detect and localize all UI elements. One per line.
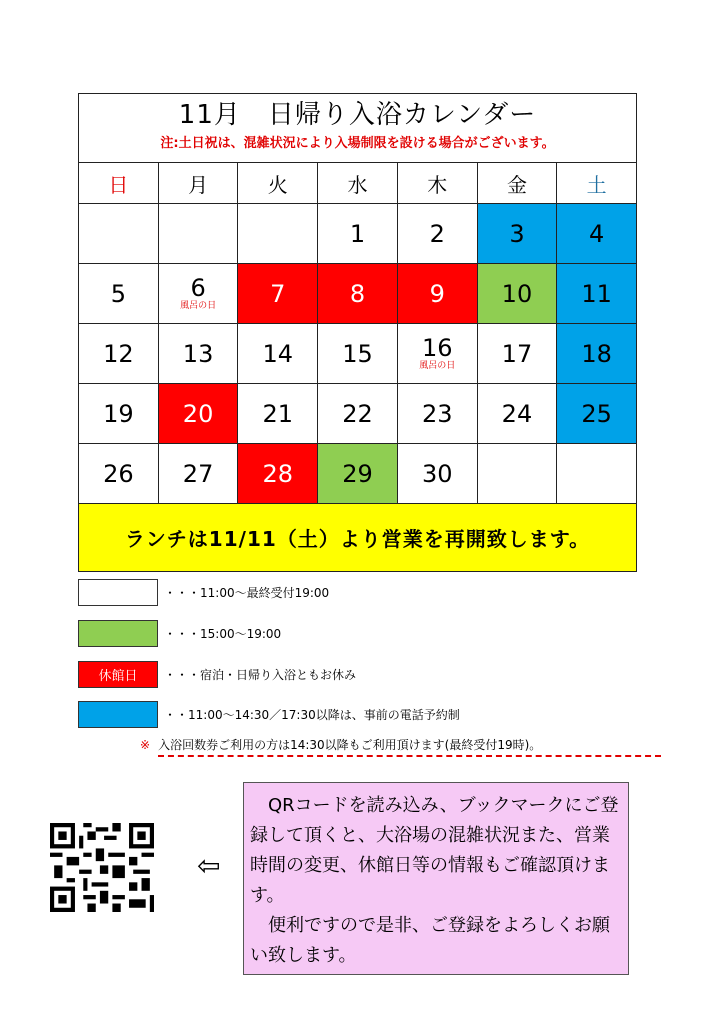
day-number: 13 bbox=[182, 339, 214, 368]
legend-swatch-white bbox=[78, 579, 158, 606]
calendar bbox=[78, 93, 637, 572]
legend-item-closed bbox=[78, 661, 678, 688]
day-cell-30 bbox=[398, 444, 478, 503]
day-cell-19 bbox=[79, 384, 159, 443]
day-cell-6 bbox=[159, 264, 239, 323]
empty-day-cell bbox=[238, 204, 318, 263]
day-cell-5 bbox=[79, 264, 159, 323]
day-cell-18 bbox=[557, 324, 636, 383]
legend-item-short-hours bbox=[78, 620, 678, 647]
ticket-footnote bbox=[140, 736, 541, 753]
day-cell-15 bbox=[318, 324, 398, 383]
day-cell-14 bbox=[238, 324, 318, 383]
weekday-thursday: 木 bbox=[398, 163, 478, 203]
weekday-sunday: 日 bbox=[79, 163, 159, 203]
day-number: 22 bbox=[342, 399, 373, 428]
day-number: 6 bbox=[190, 274, 206, 302]
week-row bbox=[79, 204, 636, 264]
day-cell-27 bbox=[159, 444, 239, 503]
day-cell-16 bbox=[398, 324, 478, 383]
lunch-banner: ランチは11/11（土）より営業を再開致します。 bbox=[79, 504, 636, 571]
day-cell-28 bbox=[238, 444, 318, 503]
day-cell-21 bbox=[238, 384, 318, 443]
footnote-mark: ※ bbox=[140, 738, 151, 752]
empty-day-cell bbox=[159, 204, 239, 263]
day-number: 18 bbox=[581, 339, 612, 368]
weekday-wednesday: 水 bbox=[318, 163, 398, 203]
day-cell-24 bbox=[478, 384, 558, 443]
day-number: 5 bbox=[110, 279, 126, 308]
day-cell-3 bbox=[478, 204, 558, 263]
weekday-header-row bbox=[79, 163, 636, 204]
day-number: 3 bbox=[509, 219, 525, 248]
week-row bbox=[79, 384, 636, 444]
bath-day-label: 風呂の日 bbox=[419, 361, 456, 371]
weekday-friday: 金 bbox=[478, 163, 558, 203]
day-number: 9 bbox=[429, 279, 445, 308]
day-number: 4 bbox=[589, 219, 605, 248]
day-number: 10 bbox=[501, 279, 533, 308]
day-number: 2 bbox=[429, 219, 445, 248]
legend-swatch-blue bbox=[78, 701, 158, 728]
day-cell-17 bbox=[478, 324, 558, 383]
week-row bbox=[79, 444, 636, 504]
legend-text-regular: ・・・11:00～最終受付19:00 bbox=[164, 586, 330, 600]
empty-day-cell bbox=[79, 204, 159, 263]
calendar-note: 注:土日祝は、混雑状況により入場制限を設ける場合がございます。 bbox=[160, 136, 555, 151]
day-cell-29 bbox=[318, 444, 398, 503]
day-cell-12 bbox=[79, 324, 159, 383]
weekday-tuesday: 火 bbox=[238, 163, 318, 203]
calendar-header bbox=[79, 94, 636, 163]
day-cell-26 bbox=[79, 444, 159, 503]
day-cell-11 bbox=[557, 264, 636, 323]
legend-text-closed: ・・・宿泊・日帰り入浴ともお休み bbox=[164, 668, 357, 682]
day-number: 17 bbox=[501, 339, 533, 368]
day-cell-13 bbox=[159, 324, 239, 383]
legend-swatch-red: 休館日 bbox=[78, 661, 158, 688]
day-number: 16 bbox=[421, 334, 453, 362]
day-cell-8 bbox=[318, 264, 398, 323]
day-cell-23 bbox=[398, 384, 478, 443]
day-cell-9 bbox=[398, 264, 478, 323]
weekday-monday: 月 bbox=[159, 163, 239, 203]
legend-item-reservation bbox=[78, 701, 678, 728]
empty-day-cell bbox=[557, 444, 636, 503]
day-number: 8 bbox=[349, 279, 366, 308]
day-number: 28 bbox=[262, 459, 294, 488]
legend-swatch-green bbox=[78, 620, 158, 647]
day-number: 12 bbox=[103, 339, 134, 368]
empty-day-cell bbox=[478, 444, 558, 503]
day-number: 14 bbox=[262, 339, 294, 368]
footnote-text: 入浴回数券ご利用の方は14:30以降もご利用頂けます(最終受付19時)。 bbox=[158, 738, 542, 752]
weekday-saturday: 土 bbox=[586, 172, 607, 197]
bath-day-label: 風呂の日 bbox=[180, 301, 217, 311]
day-number: 23 bbox=[421, 399, 453, 428]
left-arrow-icon: ⇦ bbox=[197, 849, 221, 882]
legend-item-regular bbox=[78, 579, 678, 606]
day-cell-4 bbox=[557, 204, 636, 263]
day-number: 29 bbox=[342, 459, 373, 488]
day-number: 19 bbox=[103, 399, 134, 428]
day-cell-25 bbox=[557, 384, 636, 443]
day-number: 20 bbox=[182, 399, 214, 428]
calendar-weeks bbox=[79, 204, 636, 504]
info-paragraph-2: 便利ですので是非、ご登録をよろしくお願い致します。 bbox=[250, 915, 610, 966]
day-number: 30 bbox=[421, 459, 453, 488]
legend-text-short-hours: ・・・15:00～19:00 bbox=[164, 627, 282, 641]
calendar-title: 11月 日帰り入浴カレンダー bbox=[178, 100, 537, 130]
qr-info-box bbox=[243, 782, 629, 975]
day-cell-20 bbox=[159, 384, 239, 443]
day-cell-1 bbox=[318, 204, 398, 263]
legend-text-reservation: ・・11:00～14:30／17:30以降は、事前の電話予約制 bbox=[164, 708, 460, 722]
qr-code-icon bbox=[50, 823, 154, 912]
info-paragraph-1: QRコードを読み込み、ブックマークにご登録して頂くと、大浴場の混雑状況また、営業時間の変更、休館日等の情報もご確認頂けます。 bbox=[250, 795, 619, 906]
day-cell-2 bbox=[398, 204, 478, 263]
week-row bbox=[79, 324, 636, 384]
week-row bbox=[79, 264, 636, 324]
day-number: 25 bbox=[581, 399, 612, 428]
day-cell-10 bbox=[478, 264, 558, 323]
day-cell-7 bbox=[238, 264, 318, 323]
day-number: 21 bbox=[262, 399, 294, 428]
day-number: 27 bbox=[182, 459, 214, 488]
day-number: 24 bbox=[501, 399, 533, 428]
day-cell-22 bbox=[318, 384, 398, 443]
day-number: 11 bbox=[581, 279, 612, 308]
day-number: 7 bbox=[270, 279, 286, 308]
day-number: 1 bbox=[349, 219, 366, 248]
dashed-divider bbox=[158, 755, 661, 757]
day-number: 26 bbox=[103, 459, 134, 488]
day-number: 15 bbox=[342, 339, 373, 368]
